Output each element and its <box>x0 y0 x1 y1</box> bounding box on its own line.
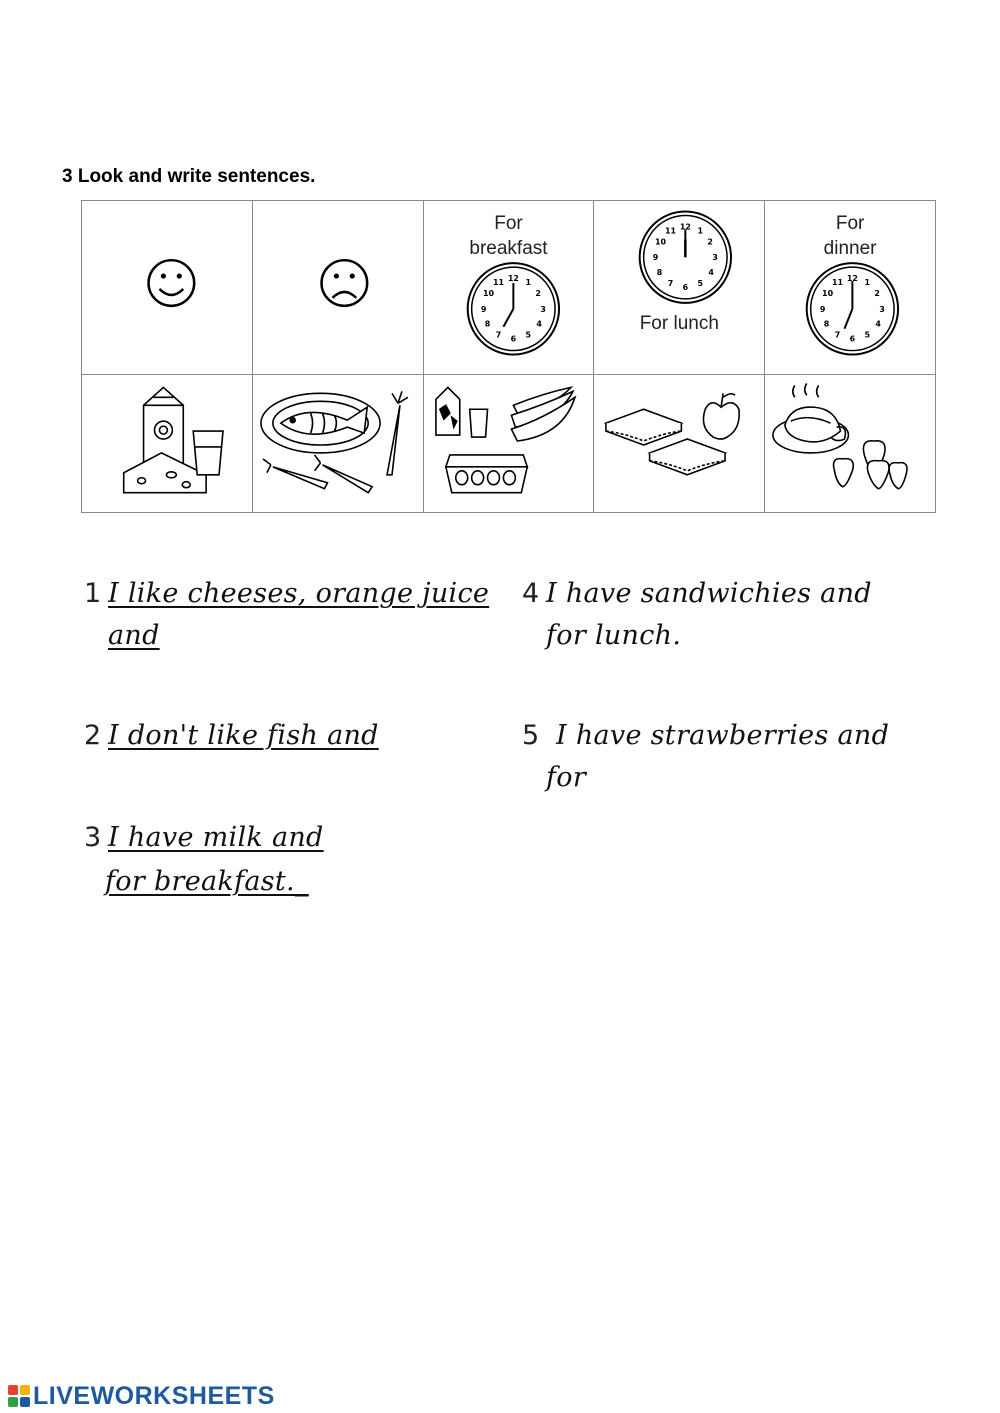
svg-text:7: 7 <box>668 279 674 289</box>
svg-text:11: 11 <box>832 278 844 288</box>
answer-5-line1[interactable]: I have strawberries and <box>556 720 890 751</box>
svg-text:3: 3 <box>539 304 546 314</box>
answer-5-number: 5 <box>522 720 540 751</box>
answer-2-number: 2 <box>84 720 102 751</box>
svg-text:8: 8 <box>484 319 490 329</box>
cell-dislike <box>252 201 423 375</box>
happy-face-icon <box>82 201 252 374</box>
answer-1-line1[interactable]: I like cheeses, orange juice <box>108 578 490 609</box>
fish-and-carrots-icon <box>253 375 423 512</box>
sandwiches-and-apple-icon <box>594 375 764 512</box>
svg-text:11: 11 <box>492 278 504 288</box>
svg-text:1: 1 <box>525 278 531 288</box>
answer-1-line2[interactable]: and <box>108 620 160 651</box>
svg-text:5: 5 <box>864 330 871 340</box>
svg-text:9: 9 <box>820 304 826 314</box>
clock-icon <box>424 201 594 374</box>
sad-face-icon <box>253 201 423 374</box>
liveworksheets-logo-icon <box>8 1385 30 1407</box>
answer-3-number: 3 <box>84 822 102 853</box>
meat-and-strawberries-icon <box>765 375 935 512</box>
svg-text:12: 12 <box>507 274 519 284</box>
answer-4-number: 4 <box>522 578 540 609</box>
svg-text:6: 6 <box>849 334 856 344</box>
answer-4-line2[interactable]: for lunch. <box>546 620 682 651</box>
svg-text:4: 4 <box>536 319 542 329</box>
svg-text:4: 4 <box>708 268 715 278</box>
cell-lunch <box>594 201 765 375</box>
svg-text:10: 10 <box>822 288 834 298</box>
svg-text:4: 4 <box>875 319 882 329</box>
svg-text:8: 8 <box>823 319 830 329</box>
svg-text:9: 9 <box>653 253 659 263</box>
svg-text:7: 7 <box>834 330 841 340</box>
answer-2-line1[interactable]: I don't like fish and <box>108 720 379 751</box>
picture-table <box>81 200 936 513</box>
cell-meat-strawberries <box>765 375 936 513</box>
cell-fish-carrots <box>252 375 423 513</box>
exercise-title: 3 Look and write sentences. <box>62 166 316 187</box>
svg-text:6: 6 <box>510 334 516 344</box>
cell-sandwiches-apple <box>594 375 765 513</box>
cell-milk-bananas-eggs <box>423 375 594 513</box>
answer-3-line2[interactable]: for breakfast._ <box>105 866 309 897</box>
svg-text:8: 8 <box>657 268 663 278</box>
clock-icon <box>594 201 764 374</box>
lunch-label: For lunch <box>639 313 719 334</box>
svg-text:1: 1 <box>864 278 871 288</box>
svg-text:9: 9 <box>480 304 486 314</box>
footer-brand-text: LIVEWORKSHEETS <box>33 1381 275 1410</box>
answer-3-line1[interactable]: I have milk and <box>108 822 324 853</box>
svg-text:2: 2 <box>874 288 881 298</box>
footer-brand <box>8 1383 275 1409</box>
svg-text:2: 2 <box>535 288 541 298</box>
svg-text:1: 1 <box>697 226 704 236</box>
milk-bananas-eggs-icon <box>424 375 594 512</box>
juice-and-cheese-icon <box>82 375 252 512</box>
answer-1-number: 1 <box>84 578 102 609</box>
clock-icon <box>765 201 935 374</box>
cell-dinner <box>765 201 936 375</box>
svg-text:7: 7 <box>495 330 501 340</box>
svg-text:5: 5 <box>697 279 704 289</box>
svg-text:12: 12 <box>680 222 692 232</box>
svg-text:5: 5 <box>525 330 531 340</box>
breakfast-label: For breakfast <box>469 213 548 259</box>
svg-text:10: 10 <box>655 237 667 247</box>
answer-5-line2[interactable]: for <box>546 762 587 793</box>
svg-text:6: 6 <box>682 282 689 292</box>
cell-breakfast <box>423 201 594 375</box>
svg-text:10: 10 <box>482 288 494 298</box>
answer-4-line1[interactable]: I have sandwichies and <box>546 578 872 609</box>
cell-juice-cheese <box>82 375 253 513</box>
svg-text:11: 11 <box>665 226 677 236</box>
cell-like <box>82 201 253 375</box>
svg-text:3: 3 <box>712 253 719 263</box>
svg-text:3: 3 <box>879 304 886 314</box>
svg-text:12: 12 <box>847 274 859 284</box>
svg-text:2: 2 <box>707 237 714 247</box>
dinner-label: For dinner <box>823 213 877 259</box>
